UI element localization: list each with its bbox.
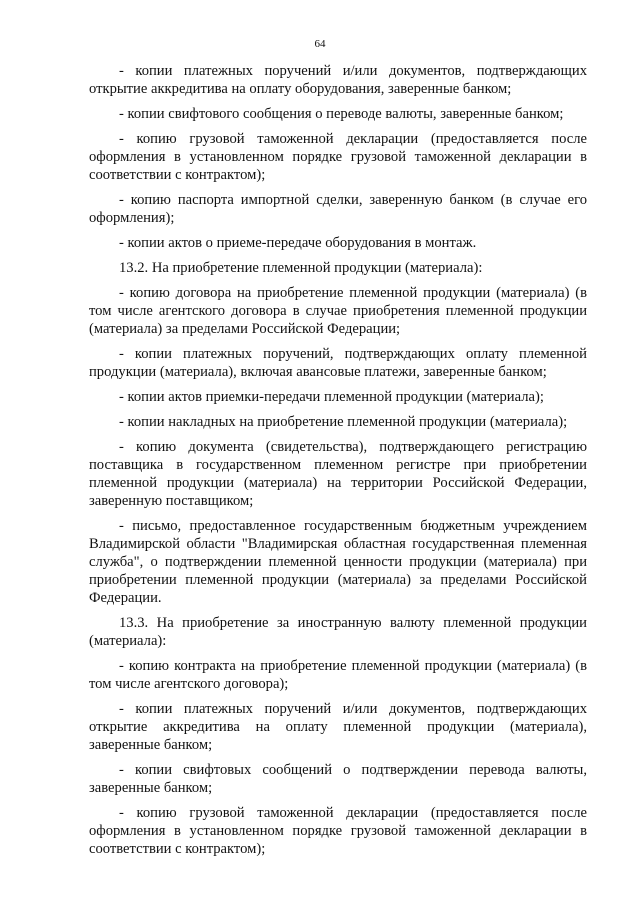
paragraph-item-invoices: - копии накладных на приобретение племенной продукции (материала);	[119, 414, 568, 430]
paragraph-item-foreign-contract: - копию контракта на приобретение племенной продукции (материала) (в том числе агентского договора);	[89, 658, 587, 692]
paragraph-item-payment-orders: - копии платежных поручений, подтверждающих оплату племенной продукции (материала), включая авансовые платежи, заверенные банком;	[89, 346, 587, 380]
section-heading-13-2: 13.2. На приобретение племенной продукции (материала):	[119, 260, 483, 276]
paragraph-item-purchase-contract: - копию договора на приобретение племенной продукции (материала) (в том числе агентского договора в случае приобретения племенной продукции (материала) за пределами Российской Федерации;	[89, 285, 587, 337]
paragraph-item-bank-payment-orders: - копии платежных поручений и/или документов, подтверждающих открытие аккредитива на оплату оборудования, заверенные банком;	[89, 63, 587, 97]
paragraph-item-import-passport: - копию паспорта импортной сделки, заверенную банком (в случае его оформления);	[89, 192, 587, 226]
paragraph-item-swift-message: - копии свифтового сообщения о переводе валюты, заверенные банком;	[119, 106, 564, 122]
paragraph-item-customs-declaration: - копию грузовой таможенной декларации (предоставляется после оформления в установленном порядке грузовой таможенной декларации в соответствии с контрактом);	[89, 131, 587, 183]
document-body	[89, 62, 587, 865]
paragraph-item-swift-confirmations: - копии свифтовых сообщений о подтверждении перевода валюты, заверенные банком;	[89, 762, 587, 796]
page-number: 64	[314, 38, 326, 50]
paragraph-item-foreign-customs-declaration: - копию грузовой таможенной декларации (предоставляется после оформления в установленном порядке грузовой таможенной декларации в соответствии с контрактом);	[89, 805, 587, 857]
paragraph-item-transfer-acts: - копии актов приемки-передачи племенной продукции (материала);	[119, 389, 544, 405]
paragraph-item-foreign-payment-orders: - копии платежных поручений и/или документов, подтверждающих открытие аккредитива на оплату племенной продукции (материала), заверенные банком;	[89, 701, 587, 753]
paragraph-item-installation-acts: - копии актов о приеме-передаче оборудования в монтаж.	[119, 235, 477, 251]
section-heading-13-3: 13.3. На приобретение за иностранную валюту племенной продукции (материала):	[89, 615, 587, 649]
paragraph-item-breeding-service-letter: - письмо, предоставленное государственным бюджетным учреждением Владимирской области "Владимирская областная государственная племенная служба", о подтверждении племенной ценности продукции (материала) при приобретении племенной продукции (материала) за пределами Российской Федерации.	[89, 518, 587, 606]
paragraph-item-registration-certificate: - копию документа (свидетельства), подтверждающего регистрацию поставщика в государственном племенном регистре при приобретении племенной продукции (материала) на территории Российской Федерации, заверенную поставщиком;	[89, 439, 587, 509]
